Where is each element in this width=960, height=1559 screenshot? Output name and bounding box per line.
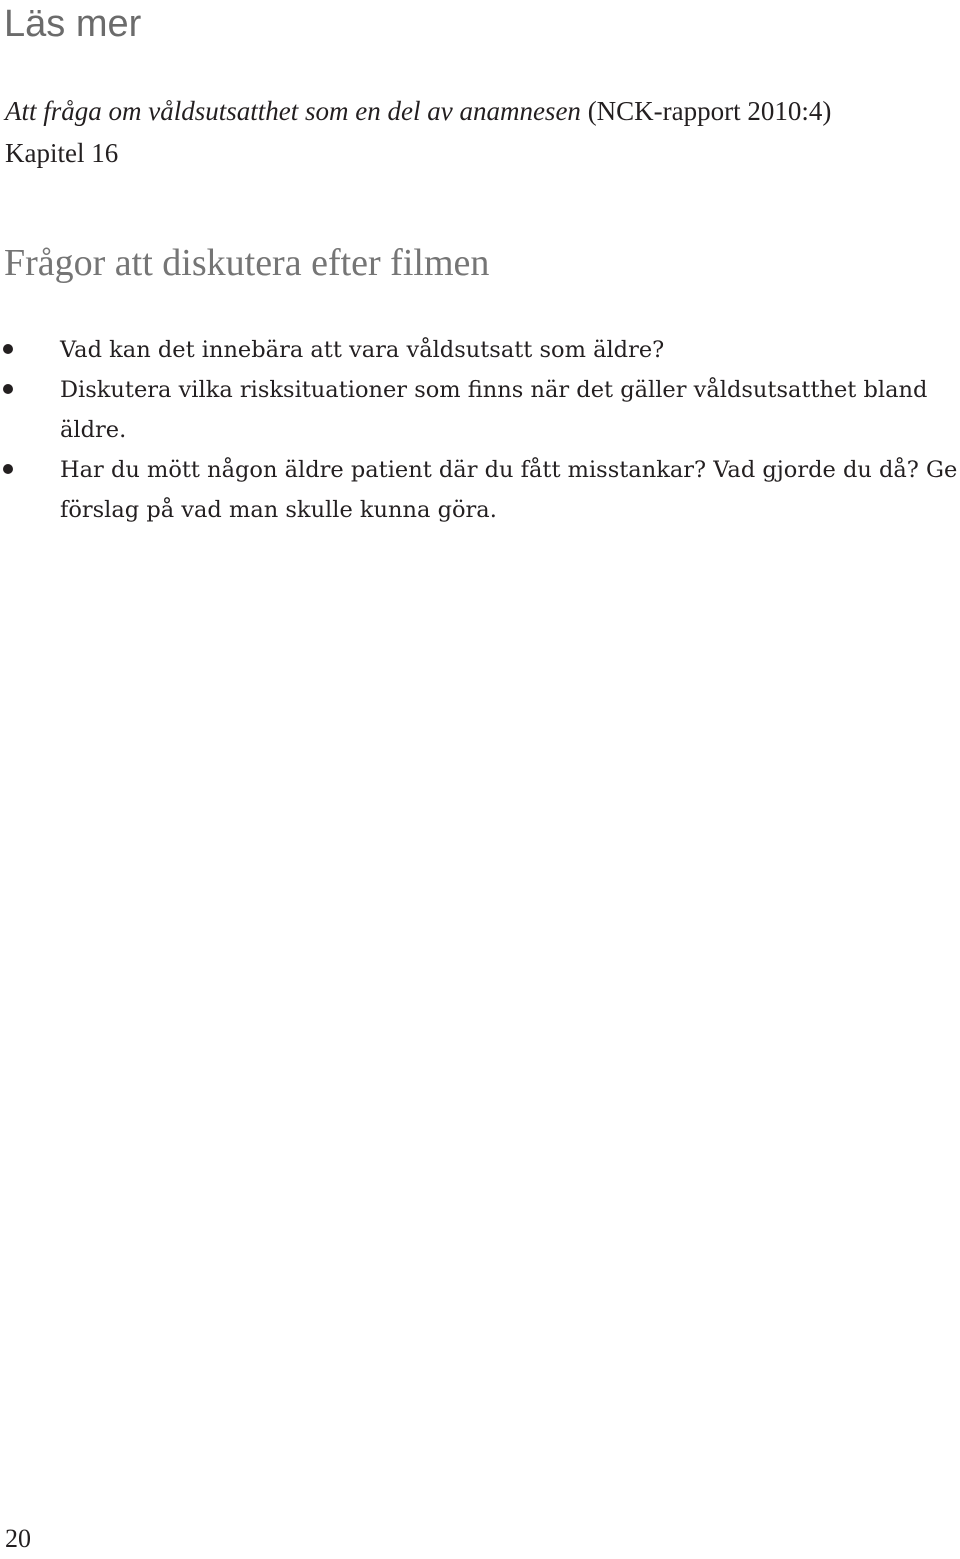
question-text: Diskutera vilka risksituationer som finns när det gäller våldsutsatthet bland äldre.	[60, 377, 928, 443]
list-item	[0, 330, 960, 370]
bullet-icon	[3, 384, 13, 394]
bullet-icon	[3, 344, 13, 354]
reference-block	[5, 90, 831, 174]
read-more-heading: Läs mer	[4, 3, 142, 45]
list-item	[0, 370, 960, 450]
question-text: Vad kan det innebära att vara våldsutsatt som äldre?	[60, 337, 665, 363]
section-heading: Frågor att diskutera efter filmen	[4, 242, 490, 284]
reference-title: Att fråga om våldsutsatthet som en del av anamnesen	[5, 96, 581, 126]
page-number: 20	[5, 1524, 31, 1553]
reference-source: (NCK-rapport 2010:4)	[580, 96, 832, 126]
reference-chapter: Kapitel 16	[5, 138, 119, 168]
bullet-icon	[3, 464, 13, 474]
discussion-questions-list	[0, 330, 960, 530]
reference-line	[5, 90, 831, 132]
list-item	[0, 450, 960, 530]
question-text: Har du mött någon äldre patient där du fått misstankar? Vad gjorde du då? Ge förslag på vad man skulle kunna göra.	[60, 457, 958, 523]
